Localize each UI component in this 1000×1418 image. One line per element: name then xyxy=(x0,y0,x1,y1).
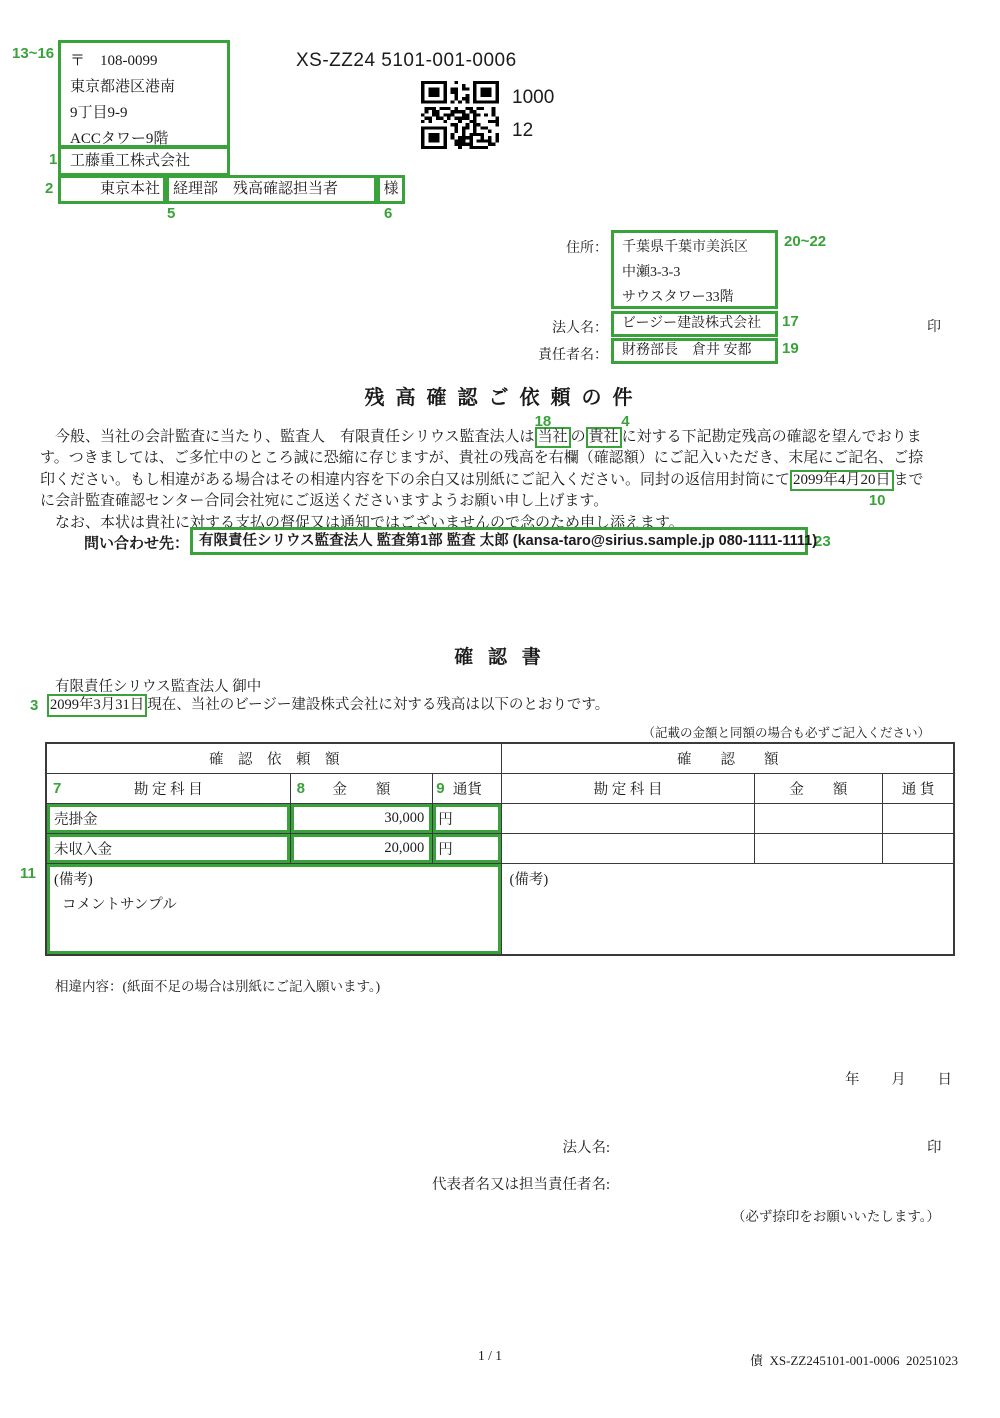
annotation-13-16: 13~16 xyxy=(12,45,55,62)
confirm-memo-cell[interactable] xyxy=(502,863,954,955)
sender-company-name: 工藤重工株式会社 xyxy=(70,153,191,169)
recipient-corp-label: 法人名： xyxy=(552,321,608,336)
letter-line1-mid: の xyxy=(570,429,586,445)
letter-line-4: に会計監査確認センター合同会社宛にご返送くださいますようお願い申し上げます。 xyxy=(40,493,609,510)
letter-line1-post: に対する下記勘定残高の確認を望んでおりま xyxy=(621,429,922,445)
memo-field[interactable] xyxy=(46,863,502,955)
footer-doc-ref: 債 XS-ZZ245101-001-0006 20251023 xyxy=(750,1353,958,1368)
table-row xyxy=(46,803,954,833)
annotation-20-22: 20~22 xyxy=(784,233,827,250)
sender-address-line1: 東京都港区港南 xyxy=(70,79,176,95)
reply-deadline-field[interactable] xyxy=(790,470,894,509)
left-amount-column-header xyxy=(290,773,433,803)
contact-field[interactable] xyxy=(190,527,818,555)
discrepancy-note: 相違内容：(紙面不足の場合は別紙にご記入願います。) xyxy=(55,979,381,994)
letter-line3-post: まで xyxy=(893,471,924,488)
annotation-2: 2 xyxy=(45,180,54,197)
sign-seal-mark: 印 xyxy=(927,1140,942,1156)
recipient-address-label: 住所： xyxy=(566,241,608,256)
letter-line-5: なお、本状は貴社に対する支払の督促又は通知ではございませんので念のため申し添えます。 xyxy=(40,514,684,531)
month-label: 月 xyxy=(891,1072,906,1088)
right-header-cell: 確 認 額 xyxy=(502,743,954,773)
confirm-currency-cell-2[interactable] xyxy=(883,833,954,863)
sender-department-field[interactable] xyxy=(166,175,377,204)
annotation-3: 3 xyxy=(30,697,39,714)
document-number: XS-ZZ24 5101-001-0006 xyxy=(296,50,517,71)
right-currency-column-header: 通 貨 xyxy=(883,773,954,803)
confirm-amount-cell-2[interactable] xyxy=(754,833,883,863)
amount-cell-2[interactable]: 20,000 xyxy=(290,833,433,863)
qr-code xyxy=(421,81,499,149)
confirm-memo-label: (備考) xyxy=(509,871,549,888)
annotation-8: 8 xyxy=(296,779,305,797)
sender-office-field[interactable] xyxy=(58,175,166,204)
annotation-7: 7 xyxy=(53,779,62,797)
recipient-address-line1: 千葉県千葉市美浜区 xyxy=(622,240,748,255)
letter-body xyxy=(40,413,970,534)
seal-required-note: （必ず捺印をお願いいたします。） xyxy=(731,1209,940,1224)
annotation-19: 19 xyxy=(782,340,799,357)
left-account-column-header xyxy=(46,773,290,803)
memo-value: コメントサンプル xyxy=(62,896,177,913)
recipient-address-line2: 中瀬3-3-3 xyxy=(622,265,681,280)
sender-address-field[interactable] xyxy=(58,40,230,148)
recipient-corp-name: ビージー建設株式会社 xyxy=(622,316,762,331)
sender-address-line2: 9丁目9-9 xyxy=(70,105,128,121)
recipient-address-field[interactable] xyxy=(611,230,778,309)
sender-honorific-field[interactable] xyxy=(377,175,405,204)
annotation-1: 1 xyxy=(49,151,58,168)
sender-address-line3: ACCタワー9階 xyxy=(70,131,169,147)
annotation-5: 5 xyxy=(167,205,176,222)
annotation-11: 11 xyxy=(20,865,36,882)
confirmation-addressee: 有限責任シリウス監査法人 御中 xyxy=(55,679,262,695)
currency-cell-1[interactable]: 円 xyxy=(433,803,502,833)
recipient-corp-field[interactable] xyxy=(611,311,778,337)
sender-company-field[interactable] xyxy=(58,146,230,176)
sign-rep-label: 代表者名又は担当責任者名: xyxy=(431,1177,610,1193)
recipient-manager-name: 財務部長 倉井 安都 xyxy=(622,343,752,358)
recipient-manager-field[interactable] xyxy=(611,338,778,364)
your-company-text: 貴社 xyxy=(588,429,619,445)
reply-deadline-text: 2099年4月20日 xyxy=(793,471,891,488)
as-of-date-field[interactable] xyxy=(47,694,147,717)
left-currency-header-text: 通貨 xyxy=(452,781,482,798)
annotation-23: 23 xyxy=(814,533,831,550)
recipient-seal-mark: 印 xyxy=(927,320,941,335)
account-cell-2[interactable]: 未収入金 xyxy=(46,833,290,863)
qr-side-value-top: 1000 xyxy=(512,87,555,108)
right-account-column-header: 勘 定 科 目 xyxy=(502,773,754,803)
memo-label: (備考) xyxy=(54,871,93,888)
letter-line1-pre: 今般、当社の会計監査に当たり、監査人 有限責任シリウス監査法人は xyxy=(40,429,535,445)
day-label: 日 xyxy=(937,1072,952,1088)
letter-line-1 xyxy=(40,413,970,448)
sign-corp-label: 法人名: xyxy=(562,1140,610,1156)
annotation-9: 9 xyxy=(436,779,445,797)
confirmation-table xyxy=(45,742,955,956)
sender-postal-code: 〒 108-0099 xyxy=(70,53,158,69)
annotation-17: 17 xyxy=(782,313,799,330)
account-cell-1[interactable]: 売掛金 xyxy=(46,803,290,833)
qr-side-value-bottom: 12 xyxy=(512,120,534,141)
amount-cell-1[interactable]: 30,000 xyxy=(290,803,433,833)
recipient-manager-label: 責任者名： xyxy=(538,348,608,363)
left-header-cell: 確 認 依 頼 額 xyxy=(46,743,502,773)
recipient-address-line3: サウスタワー33階 xyxy=(622,290,734,305)
date-ymd-row xyxy=(845,1068,952,1089)
confirm-account-cell-2[interactable] xyxy=(502,833,754,863)
annotation-4: 4 xyxy=(621,413,630,430)
sender-honorific-text: 様 xyxy=(383,181,399,197)
page-indicator: 1 / 1 xyxy=(477,1348,502,1363)
letter-line3-pre: 印ください。もし相違がある場合はその相違内容を下の余白又は別紙にご記入ください。同封の返信用封筒にて xyxy=(40,471,791,488)
letter-line-2: す。つきましては、ご多忙中のところ誠に恐縮に存じますが、貴社の残高を右欄（確認額）にご記入いただき、末尾にご記名、ご捺 xyxy=(40,450,924,467)
annotation-6: 6 xyxy=(384,205,393,222)
currency-cell-2[interactable]: 円 xyxy=(433,833,502,863)
as-of-date-text: 2099年3月31日 xyxy=(50,697,145,713)
confirm-amount-cell-1[interactable] xyxy=(754,803,883,833)
annotation-10: 10 xyxy=(868,491,886,509)
table-row xyxy=(46,833,954,863)
left-currency-column-header xyxy=(433,773,502,803)
sender-department-name: 経理部 残高確認担当者 xyxy=(173,181,339,197)
contact-value: 有限責任シリウス監査法人 監査第1部 監査 太郎 (kansa-taro@sirius.sample.jp 080-1111-1111) xyxy=(199,533,818,549)
right-amount-column-header: 金 額 xyxy=(754,773,883,803)
your-company-field[interactable] xyxy=(586,413,630,448)
year-label: 年 xyxy=(845,1072,860,1088)
annotation-18: 18 xyxy=(534,413,552,430)
qr-code-image xyxy=(421,81,499,149)
confirm-currency-cell-1[interactable] xyxy=(883,803,954,833)
confirm-account-cell-1[interactable] xyxy=(502,803,754,833)
as-of-rest-text: 現在、当社のビージー建設株式会社に対する残高は以下のとおりです。 xyxy=(147,697,610,713)
sender-office-name: 東京本社 xyxy=(99,181,160,197)
contact-label: 問い合わせ先： xyxy=(84,535,190,552)
confirmation-title: 確 認 書 xyxy=(454,647,546,668)
letter-title: 残 高 確 認 ご 依 頼 の 件 xyxy=(364,387,636,409)
same-amount-note: （記載の金額と同額の場合も必ずご記入ください） xyxy=(642,726,930,740)
left-amount-header-text: 金 額 xyxy=(332,781,391,798)
our-company-field[interactable] xyxy=(534,413,571,448)
as-of-line xyxy=(47,693,609,717)
left-account-header-text: 勘 定 科 目 xyxy=(133,781,203,798)
our-company-text: 当社 xyxy=(537,429,568,445)
